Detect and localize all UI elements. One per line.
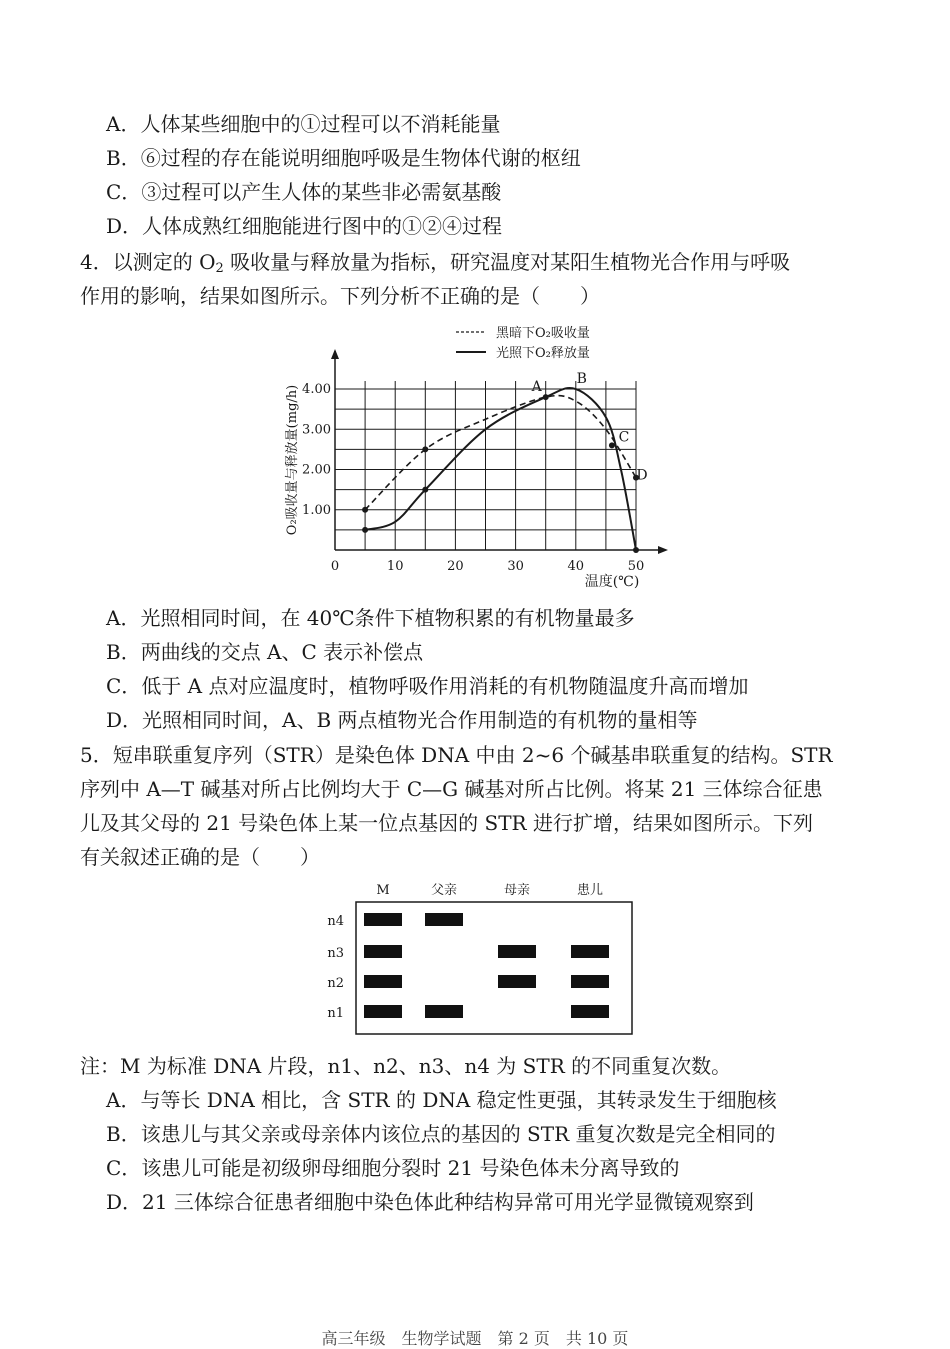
gel-col-label: M bbox=[376, 883, 390, 898]
q5-gel-diagram bbox=[322, 878, 640, 1038]
y-tick-label: 3.00 bbox=[302, 422, 331, 438]
q5-option-c: C．该患儿可能是初级卵母细胞分裂时 21 号染色体未分离导致的 bbox=[106, 1156, 680, 1180]
gel-band bbox=[425, 913, 463, 926]
y-tick-label: 4.00 bbox=[302, 382, 331, 398]
q5-stem-line1: 5．短串联重复序列（STR）是染色体 DNA 中由 2~6 个碱基串联重复的结构。STR bbox=[80, 743, 833, 767]
data-point bbox=[422, 487, 428, 493]
gel-col-label: 母亲 bbox=[503, 883, 531, 898]
chart-markers bbox=[362, 394, 639, 553]
page-footer: 高三年级 生物学试题 第 2 页 共 10 页 bbox=[321, 1329, 629, 1348]
q4-stem-line1: 4．以测定的 $O_2$ 吸收量与释放量为指标，研究温度对某阳生植物光合作用与呼吸 bbox=[80, 250, 791, 276]
x-tick-label: 0 bbox=[330, 559, 340, 574]
q4-chart bbox=[270, 318, 690, 598]
y-tick-label: 2.00 bbox=[302, 462, 331, 478]
data-point bbox=[543, 394, 549, 400]
q5-stem-line2: 序列中 A—T 碱基对所占比例均大于 C—G 碱基对所占比例。将某 21 三体综合征患 bbox=[80, 777, 823, 801]
point-label-d: D bbox=[636, 467, 648, 484]
gel-col-label: 患儿 bbox=[576, 883, 604, 898]
q4-stem-line2: 作用的影响，结果如图所示。下列分析不正确的是（ ） bbox=[80, 284, 600, 308]
gel-band bbox=[498, 975, 536, 988]
q4-option-d: D．光照相同时间，A、B 两点植物光合作用制造的有机物的量相等 bbox=[106, 708, 698, 732]
point-label-c: C bbox=[618, 429, 630, 446]
point-label-b: B bbox=[576, 371, 587, 388]
gel-band bbox=[571, 1005, 609, 1018]
legend-dark-label: 黑暗下O₂吸收量 bbox=[496, 326, 590, 341]
q5-option-b: B．该患儿与其父亲或母亲体内该位点的基因的 STR 重复次数是完全相同的 bbox=[106, 1122, 776, 1146]
gel-band bbox=[571, 945, 609, 958]
gel-band bbox=[571, 975, 609, 988]
chart-grid bbox=[335, 381, 636, 550]
q3-option-b: B．⑥过程的存在能说明细胞呼吸是生物体代谢的枢纽 bbox=[106, 146, 581, 170]
x-axis-label: 温度(℃) bbox=[584, 574, 640, 590]
q5-option-a: A．与等长 DNA 相比，含 STR 的 DNA 稳定性更强，其转录发生于细胞核 bbox=[106, 1088, 777, 1112]
q3-option-a: A．人体某些细胞中的①过程可以不消耗能量 bbox=[106, 112, 501, 136]
gel-band bbox=[364, 945, 402, 958]
x-tick-label: 10 bbox=[386, 559, 404, 574]
chart-series bbox=[365, 388, 636, 550]
q5-stem-line4: 有关叙述正确的是（ ） bbox=[80, 845, 320, 869]
gel-col-label: 父亲 bbox=[430, 883, 458, 898]
q3-option-d: D．人体成熟红细胞能进行图中的①②④过程 bbox=[106, 214, 503, 238]
q4-option-c: C．低于 A 点对应温度时，植物呼吸作用消耗的有机物随温度升高而增加 bbox=[106, 674, 749, 698]
series-dark-uptake bbox=[365, 396, 636, 510]
gel-row-label: n4 bbox=[327, 914, 344, 929]
data-point bbox=[633, 547, 639, 553]
gel-column-labels bbox=[376, 882, 603, 898]
data-point bbox=[362, 507, 368, 513]
data-point bbox=[422, 446, 428, 452]
y-axis-arrow bbox=[331, 349, 339, 359]
x-tick-label: 40 bbox=[567, 559, 585, 574]
y-axis-label: O₂吸收量与释放量(mg/h) bbox=[285, 384, 300, 536]
gel-band bbox=[364, 913, 402, 926]
gel-band bbox=[498, 945, 536, 958]
q5-option-d: D．21 三体综合征患者细胞中染色体此种结构异常可用光学显微镜观察到 bbox=[106, 1190, 754, 1214]
gel-band bbox=[364, 975, 402, 988]
gel-row-label: n3 bbox=[327, 946, 344, 961]
q3-option-c: C．③过程可以产生人体的某些非必需氨基酸 bbox=[106, 180, 502, 204]
q4-option-a: A．光照相同时间，在 40℃条件下植物积累的有机物量最多 bbox=[106, 606, 635, 630]
data-point bbox=[362, 527, 368, 533]
y-tick-label: 1.00 bbox=[302, 502, 331, 518]
x-tick-label: 30 bbox=[507, 559, 524, 574]
point-label-a: A bbox=[531, 379, 542, 396]
gel-row-label: n2 bbox=[327, 976, 344, 991]
q5-note: 注：M 为标准 DNA 片段，n1、n2、n3、n4 为 STR 的不同重复次数。 bbox=[80, 1054, 732, 1078]
q4-option-b: B．两曲线的交点 A、C 表示补偿点 bbox=[106, 640, 424, 664]
series-light-release bbox=[365, 388, 636, 550]
x-tick-label: 20 bbox=[447, 559, 464, 574]
x-tick-label: 50 bbox=[627, 559, 645, 574]
gel-band bbox=[364, 1005, 402, 1018]
data-point bbox=[609, 442, 615, 448]
gel-band bbox=[425, 1005, 463, 1018]
gel-row-labels bbox=[327, 914, 344, 1021]
q5-stem-line3: 儿及其父母的 21 号染色体上某一位点基因的 STR 进行扩增，结果如图所示。下列 bbox=[80, 811, 813, 835]
x-axis-arrow bbox=[658, 546, 668, 554]
legend-light-label: 光照下O₂释放量 bbox=[496, 346, 590, 361]
gel-row-label: n1 bbox=[327, 1006, 344, 1021]
